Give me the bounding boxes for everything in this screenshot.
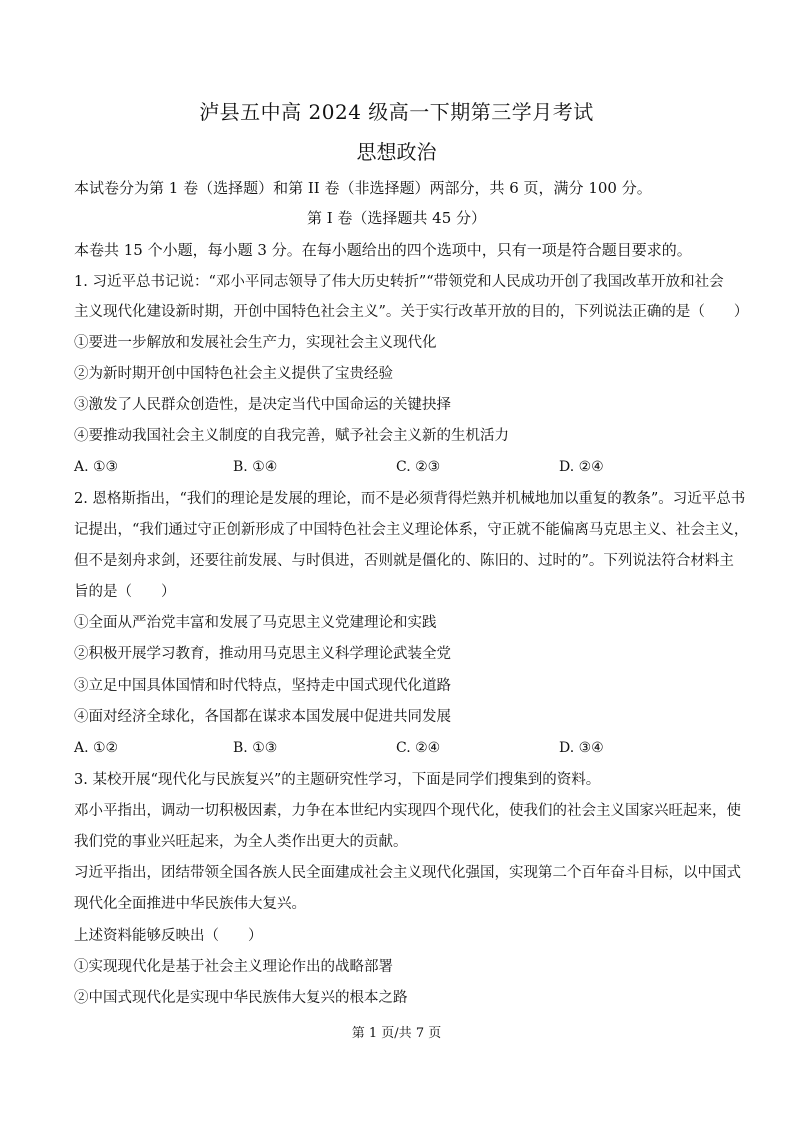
- q2-options: [74, 738, 734, 758]
- q1-options: [74, 457, 734, 477]
- q2-statement-2: ②积极开展学习教育，推动用马克思主义科学理论武装全党: [74, 646, 451, 662]
- exam-subject: 思想政治: [356, 140, 437, 164]
- q3-material-line-4: 现代化全面推进中华民族伟大复兴。: [74, 896, 306, 912]
- q3-statement-1: ①实现现代化是基于社会主义理论作出的战略部署: [74, 959, 393, 975]
- q2-stem-line-1: 2. 恩格斯指出，“我们的理论是发展的理论，而不是必须背得烂熟并机械地加以重复的教条”。习近平总书: [74, 491, 746, 507]
- q1-statement-2: ②为新时期开创中国特色社会主义提供了宝贵经验: [74, 366, 393, 382]
- q1-option-d[interactable]: D. ②④: [559, 459, 604, 475]
- exam-title: 泸县五中高 2024 级高一下期第三学月考试: [199, 100, 594, 124]
- q2-statement-1: ①全面从严治党丰富和发展了马克思主义党建理论和实践: [74, 615, 437, 631]
- q2-option-d[interactable]: D. ③④: [559, 740, 604, 756]
- exam-intro: 本试卷分为第 1 卷（选择题）和第 II 卷（非选择题）两部分，共 6 页，满分 100 分。: [74, 179, 652, 197]
- section-title: 第 I 卷（选择题共 45 分）: [306, 209, 487, 227]
- q2-option-c[interactable]: C. ②④: [396, 740, 441, 756]
- page-number: 第 1 页/共 7 页: [351, 1026, 442, 1041]
- q3-material-line-1: 邓小平指出，调动一切积极因素，力争在本世纪内实现四个现代化，使我们的社会主义国家兴旺起来，使: [74, 803, 741, 819]
- q1-option-a[interactable]: A. ①③: [74, 459, 119, 475]
- q1-statement-4: ④要推动我国社会主义制度的自我完善，赋予社会主义新的生机活力: [74, 428, 509, 444]
- q2-option-a[interactable]: A. ①②: [74, 740, 119, 756]
- section-instruction: 本卷共 15 个小题，每小题 3 分。在每小题给出的四个选项中，只有一项是符合题目要求的。: [74, 241, 692, 259]
- q1-statement-3: ③激发了人民群众创造性，是决定当代中国命运的关键抉择: [74, 397, 451, 413]
- q2-stem-line-3: 但不是刻舟求剑，还要往前发展、与时俱进，否则就是僵化的、陈旧的、过时的”。下列说法符合材料主: [74, 553, 734, 569]
- q3-material-line-2: 我们党的事业兴旺起来，为全人类作出更大的贡献。: [74, 834, 408, 850]
- q1-statement-1: ①要进一步解放和发展社会生产力，实现社会主义现代化: [74, 335, 437, 351]
- q3-statement-2: ②中国式现代化是实现中华民族伟大复兴的根本之路: [74, 990, 408, 1006]
- q2-option-b[interactable]: B. ①③: [233, 740, 278, 756]
- q3-prompt: 上述资料能够反映出（ ）: [74, 928, 263, 944]
- q1-stem-line-2: 主义现代化建设新时期，开创中国特色社会主义”。关于实行改革开放的目的，下列说法正确的是（ ）: [74, 304, 749, 320]
- q2-stem-line-4: 旨的是（ ）: [74, 584, 176, 600]
- q3-stem-line-1: 3. 某校开展“现代化与民族复兴”的主题研究性学习，下面是同学们搜集到的资料。: [74, 772, 601, 788]
- q1-option-b[interactable]: B. ①④: [233, 459, 278, 475]
- q2-statement-3: ③立足中国具体国情和时代特点，坚持走中国式现代化道路: [74, 678, 451, 694]
- q2-stem-line-2: 记提出，“我们通过守正创新形成了中国特色社会主义理论体系，守正就不能偏离马克思主义、社会主义，: [74, 522, 749, 538]
- q3-material-line-3: 习近平指出，团结带领全国各族人民全面建成社会主义现代化强国，实现第二个百年奋斗目标，以中国式: [74, 865, 741, 881]
- q1-stem-line-1: 1. 习近平总书记说：“邓小平同志领导了伟大历史转折”“带领党和人民成功开创了我国改革开放和社会: [74, 274, 724, 290]
- q2-statement-4: ④面对经济全球化，各国都在谋求本国发展中促进共同发展: [74, 709, 451, 725]
- q1-option-c[interactable]: C. ②③: [396, 459, 441, 475]
